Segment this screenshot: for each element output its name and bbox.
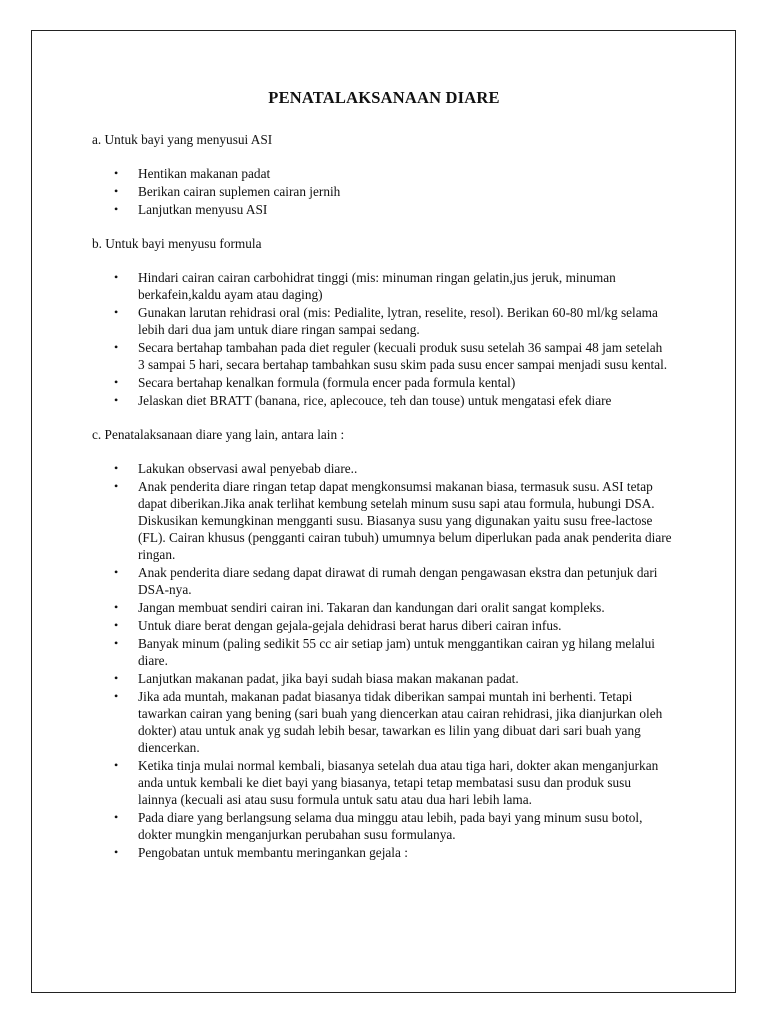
bullet-icon: • bbox=[114, 479, 119, 493]
bullet-icon: • bbox=[114, 600, 119, 614]
bullet-icon: • bbox=[114, 270, 119, 284]
section-heading-a: a. Untuk bayi yang menyusui ASI bbox=[92, 132, 273, 147]
list-item: • Banyak minum (paling sedikit 55 cc air setiap jam) untuk menggantikan cairan yg hilang melalui diare. bbox=[114, 636, 655, 668]
list-item: • Secara bertahap tambahan pada diet reguler (kecuali produk susu setelah 36 sampai 48 jam setelah 3 sampai 5 hari, secara bertahap tambahkan susu skim pada susu encer sampai menjadi susu kental. bbox=[114, 340, 668, 372]
list-item: • Jelaskan diet BRATT (banana, rice, aplecouce, teh dan touse) untuk mengatasi efek diare bbox=[114, 393, 612, 408]
bullet-icon: • bbox=[114, 393, 119, 407]
bullet-icon: • bbox=[114, 461, 119, 475]
bullet-icon: • bbox=[114, 565, 119, 579]
bullet-icon: • bbox=[114, 845, 119, 859]
bullet-icon: • bbox=[114, 636, 119, 650]
list-item: • Untuk diare berat dengan gejala-gejala dehidrasi berat harus diberi cairan infus. bbox=[114, 618, 562, 633]
document-body bbox=[92, 131, 672, 862]
bullet-icon: • bbox=[114, 340, 119, 354]
list-item: • Jika ada muntah, makanan padat biasanya tidak diberikan sampai muntah ini berhenti. Tetapi tawarkan cairan yang bening (sari buah yang diencerkan atau cairan rehidrasi, jika dianjurkan oleh dokter) atau untuk anak yg sudah lebih besar, tawarkan es lilin yang dibuat dari sari buah yang diencerkan. bbox=[114, 689, 663, 755]
bullet-icon: • bbox=[114, 375, 119, 389]
bullet-list-b bbox=[92, 269, 672, 409]
list-item: • Lanjutkan makanan padat, jika bayi sudah biasa makan makanan padat. bbox=[114, 671, 519, 686]
bullet-icon: • bbox=[114, 758, 119, 772]
bullet-icon: • bbox=[114, 166, 119, 180]
bullet-icon: • bbox=[114, 671, 119, 685]
list-item: • Anak penderita diare ringan tetap dapat mengkonsumsi makanan biasa, termasuk susu. ASI tetap dapat diberikan.Jika anak terlihat kembung setelah minum susu sapi atau formula, hubungi DSA. Diskusikan kemungkinan mengganti susu. Biasanya susu yang digunakan yaitu susu free-lactose (FL). Cairan khusus (pengganti cairan tubuh) umumnya belum diperlukan pada anak penderita diare ringan. bbox=[114, 479, 672, 562]
document-title: PENATALAKSANAAN DIARE bbox=[268, 88, 500, 107]
bullet-icon: • bbox=[114, 810, 119, 824]
bullet-list-c bbox=[92, 460, 672, 861]
bullet-icon: • bbox=[114, 202, 119, 216]
list-item: • Jangan membuat sendiri cairan ini. Takaran dan kandungan dari oralit sangat kompleks. bbox=[114, 600, 605, 615]
list-item: • Berikan cairan suplemen cairan jernih bbox=[114, 184, 341, 199]
section-heading-b: b. Untuk bayi menyusu formula bbox=[92, 236, 262, 251]
list-item: • Hindari cairan cairan carbohidrat tinggi (mis: minuman ringan gelatin,jus jeruk, minuman berkafein,kaldu ayam atau daging) bbox=[114, 270, 616, 302]
list-item: • Anak penderita diare sedang dapat dirawat di rumah dengan pengawasan ekstra dan petunjuk dari DSA-nya. bbox=[114, 565, 658, 597]
list-item: • Lakukan observasi awal penyebab diare.. bbox=[114, 461, 358, 476]
list-item: • Pengobatan untuk membantu meringankan gejala : bbox=[114, 845, 408, 860]
list-item: • Ketika tinja mulai normal kembali, biasanya setelah dua atau tiga hari, dokter akan menganjurkan anda untuk kembali ke diet bayi yang biasanya, tetapi tetap membatasi susu dan produk susu lainnya (kecuali asi atau susu formula untuk satu atau dua hari lebih lama. bbox=[114, 758, 659, 807]
bullet-icon: • bbox=[114, 618, 119, 632]
list-item: • Lanjutkan menyusu ASI bbox=[114, 202, 268, 217]
list-item: • Pada diare yang berlangsung selama dua minggu atau lebih, pada bayi yang minum susu botol, dokter mungkin menganjurkan perubahan susu formulanya. bbox=[114, 810, 643, 842]
bullet-icon: • bbox=[114, 305, 119, 319]
list-item: • Gunakan larutan rehidrasi oral (mis: Pedialite, lytran, reselite, resol). Berikan 60-80 ml/kg selama lebih dari dua jam untuk diare ringan sampai sedang. bbox=[114, 305, 658, 337]
bullet-list-a bbox=[92, 165, 672, 218]
list-item: • Secara bertahap kenalkan formula (formula encer pada formula kental) bbox=[114, 375, 516, 390]
bullet-icon: • bbox=[114, 184, 119, 198]
list-item: • Hentikan makanan padat bbox=[114, 166, 271, 181]
bullet-icon: • bbox=[114, 689, 119, 703]
section-heading-c: c. Penatalaksanaan diare yang lain, antara lain : bbox=[92, 427, 345, 442]
